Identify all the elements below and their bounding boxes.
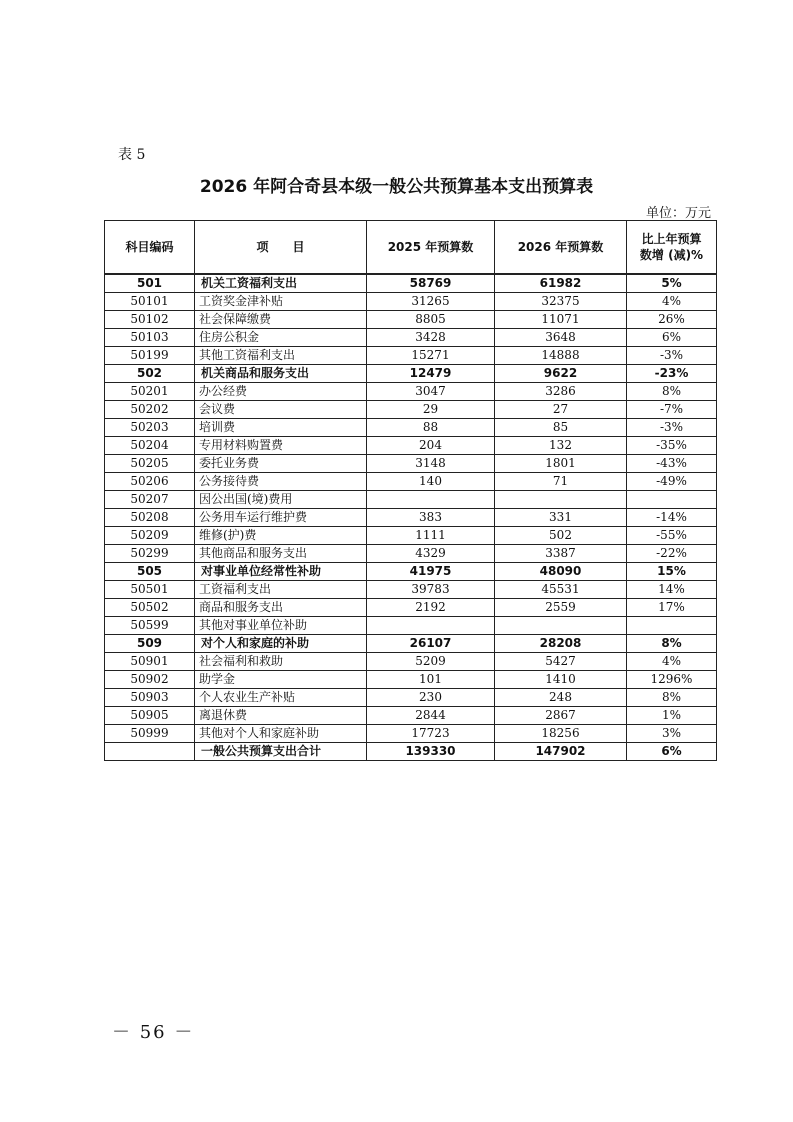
cell-item: 其他对事业单位补助: [195, 617, 367, 635]
cell-code: 50102: [105, 311, 195, 329]
cell-change: 8%: [627, 689, 717, 707]
cell-2025: 2844: [367, 707, 495, 725]
cell-2025: 140: [367, 473, 495, 491]
cell-code: 50903: [105, 689, 195, 707]
cell-code: 50206: [105, 473, 195, 491]
cell-2026: 3387: [495, 545, 627, 563]
table-row: [105, 311, 717, 329]
table-row: [105, 437, 717, 455]
cell-2025: 12479: [367, 365, 495, 383]
cell-2025: 26107: [367, 635, 495, 653]
cell-2026: 11071: [495, 311, 627, 329]
cell-code: 50209: [105, 527, 195, 545]
cell-item: 商品和服务支出: [195, 599, 367, 617]
cell-item: 办公经费: [195, 383, 367, 401]
table-row: [105, 473, 717, 491]
cell-item: 公务用车运行维护费: [195, 509, 367, 527]
cell-code: 50599: [105, 617, 195, 635]
cell-code: 50299: [105, 545, 195, 563]
cell-code: 50101: [105, 293, 195, 311]
cell-2026: 132: [495, 437, 627, 455]
cell-change: -14%: [627, 509, 717, 527]
cell-2025: 1111: [367, 527, 495, 545]
cell-2025: 2192: [367, 599, 495, 617]
cell-item: 离退休费: [195, 707, 367, 725]
table-row: [105, 527, 717, 545]
cell-code: 50901: [105, 653, 195, 671]
table-body: [105, 274, 717, 761]
cell-item: 助学金: [195, 671, 367, 689]
group-row: [105, 563, 717, 581]
cell-2026: 1410: [495, 671, 627, 689]
cell-2026: 502: [495, 527, 627, 545]
header-change: [627, 221, 717, 275]
cell-change: -49%: [627, 473, 717, 491]
cell-2026: 2867: [495, 707, 627, 725]
cell-change: [627, 491, 717, 509]
cell-item: 工资奖金津补贴: [195, 293, 367, 311]
cell-2025: 4329: [367, 545, 495, 563]
table-row: [105, 383, 717, 401]
cell-change: -3%: [627, 347, 717, 365]
cell-2025: 88: [367, 419, 495, 437]
cell-change: 15%: [627, 563, 717, 581]
cell-code: 50207: [105, 491, 195, 509]
group-row: [105, 635, 717, 653]
table-row: [105, 491, 717, 509]
cell-2025: 15271: [367, 347, 495, 365]
cell-change: -35%: [627, 437, 717, 455]
cell-item: 社会福利和救助: [195, 653, 367, 671]
cell-code: 50204: [105, 437, 195, 455]
cell-2025: 230: [367, 689, 495, 707]
cell-change: 3%: [627, 725, 717, 743]
header-code: 科目编码: [105, 221, 195, 275]
cell-2026: 45531: [495, 581, 627, 599]
cell-item: 个人农业生产补贴: [195, 689, 367, 707]
cell-2026: 2559: [495, 599, 627, 617]
table-row: [105, 707, 717, 725]
table-row: [105, 401, 717, 419]
cell-code: 501: [105, 274, 195, 293]
cell-item: 对个人和家庭的补助: [195, 635, 367, 653]
cell-2025: 8805: [367, 311, 495, 329]
cell-item: 委托业务费: [195, 455, 367, 473]
cell-item: 机关工资福利支出: [195, 274, 367, 293]
cell-change: -55%: [627, 527, 717, 545]
cell-change: 17%: [627, 599, 717, 617]
cell-2026: 3286: [495, 383, 627, 401]
cell-2026: 85: [495, 419, 627, 437]
cell-2025: 58769: [367, 274, 495, 293]
unit-label: 单位：万元: [645, 206, 711, 221]
cell-2025: 3047: [367, 383, 495, 401]
table-row: [105, 329, 717, 347]
table-row: [105, 671, 717, 689]
table-row: [105, 509, 717, 527]
cell-item: 一般公共预算支出合计: [195, 743, 367, 761]
cell-2026: 71: [495, 473, 627, 491]
cell-code: 505: [105, 563, 195, 581]
cell-change: 1%: [627, 707, 717, 725]
cell-code: [105, 743, 195, 761]
header-change-line2: 数增 (减)%: [639, 248, 704, 262]
cell-item: 社会保障缴费: [195, 311, 367, 329]
cell-2025: 3148: [367, 455, 495, 473]
cell-code: 50103: [105, 329, 195, 347]
cell-2026: 27: [495, 401, 627, 419]
cell-2026: 1801: [495, 455, 627, 473]
cell-2026: 331: [495, 509, 627, 527]
cell-item: 工资福利支出: [195, 581, 367, 599]
cell-item: 专用材料购置费: [195, 437, 367, 455]
cell-item: 其他对个人和家庭补助: [195, 725, 367, 743]
cell-code: 50208: [105, 509, 195, 527]
cell-item: 培训费: [195, 419, 367, 437]
cell-code: 502: [105, 365, 195, 383]
table-row: [105, 653, 717, 671]
table-row: [105, 455, 717, 473]
cell-item: 其他工资福利支出: [195, 347, 367, 365]
cell-change: -23%: [627, 365, 717, 383]
cell-change: 14%: [627, 581, 717, 599]
table-row: [105, 725, 717, 743]
cell-code: 50999: [105, 725, 195, 743]
cell-2026: 5427: [495, 653, 627, 671]
cell-2025: 101: [367, 671, 495, 689]
cell-item: 住房公积金: [195, 329, 367, 347]
cell-2026: 28208: [495, 635, 627, 653]
cell-change: 26%: [627, 311, 717, 329]
table-row: [105, 599, 717, 617]
cell-2025: 3428: [367, 329, 495, 347]
table-row: [105, 545, 717, 563]
cell-item: 其他商品和服务支出: [195, 545, 367, 563]
cell-item: 对事业单位经常性补助: [195, 563, 367, 581]
cell-item: 机关商品和服务支出: [195, 365, 367, 383]
cell-2025: 383: [367, 509, 495, 527]
cell-2025: 139330: [367, 743, 495, 761]
cell-change: 8%: [627, 635, 717, 653]
cell-code: 50199: [105, 347, 195, 365]
cell-2025: 17723: [367, 725, 495, 743]
cell-change: 4%: [627, 293, 717, 311]
cell-change: 6%: [627, 329, 717, 347]
cell-2026: [495, 491, 627, 509]
cell-change: 8%: [627, 383, 717, 401]
table-row: [105, 347, 717, 365]
cell-item: 因公出国(境)费用: [195, 491, 367, 509]
cell-2026: 48090: [495, 563, 627, 581]
cell-2025: [367, 491, 495, 509]
cell-item: 维修(护)费: [195, 527, 367, 545]
cell-2025: [367, 617, 495, 635]
cell-item: 会议费: [195, 401, 367, 419]
cell-2026: 3648: [495, 329, 627, 347]
total-row: [105, 743, 717, 761]
cell-change: -3%: [627, 419, 717, 437]
group-row: [105, 365, 717, 383]
cell-change: -22%: [627, 545, 717, 563]
budget-table: [104, 220, 717, 761]
cell-code: 50205: [105, 455, 195, 473]
cell-change: -7%: [627, 401, 717, 419]
cell-change: [627, 617, 717, 635]
cell-code: 50905: [105, 707, 195, 725]
cell-code: 50902: [105, 671, 195, 689]
cell-code: 50201: [105, 383, 195, 401]
cell-code: 50202: [105, 401, 195, 419]
cell-change: 6%: [627, 743, 717, 761]
cell-2025: 204: [367, 437, 495, 455]
cell-2026: 147902: [495, 743, 627, 761]
cell-code: 50203: [105, 419, 195, 437]
page-title: 2026 年阿合奇县本级一般公共预算基本支出预算表: [199, 177, 594, 197]
group-row: [105, 274, 717, 293]
header-2026: 2026 年预算数: [495, 221, 627, 275]
table-row: [105, 419, 717, 437]
cell-2025: 41975: [367, 563, 495, 581]
table-row: [105, 617, 717, 635]
cell-2026: [495, 617, 627, 635]
cell-2025: 31265: [367, 293, 495, 311]
cell-2025: 29: [367, 401, 495, 419]
table-row: [105, 689, 717, 707]
table-row: [105, 293, 717, 311]
table-label: 表 5: [118, 147, 146, 163]
cell-2025: 39783: [367, 581, 495, 599]
header-2025: 2025 年预算数: [367, 221, 495, 275]
cell-item: 公务接待费: [195, 473, 367, 491]
cell-code: 50501: [105, 581, 195, 599]
cell-code: 509: [105, 635, 195, 653]
cell-2026: 9622: [495, 365, 627, 383]
cell-2025: 5209: [367, 653, 495, 671]
cell-2026: 61982: [495, 274, 627, 293]
cell-2026: 18256: [495, 725, 627, 743]
cell-change: 5%: [627, 274, 717, 293]
header-item: 项 目: [195, 221, 367, 275]
cell-change: 4%: [627, 653, 717, 671]
cell-change: -43%: [627, 455, 717, 473]
table-header: [105, 221, 717, 275]
cell-change: 1296%: [627, 671, 717, 689]
cell-2026: 248: [495, 689, 627, 707]
header-change-line1: 比上年预算: [641, 232, 702, 246]
cell-2026: 14888: [495, 347, 627, 365]
table-row: [105, 581, 717, 599]
cell-2026: 32375: [495, 293, 627, 311]
cell-code: 50502: [105, 599, 195, 617]
page-number: － 56 －: [112, 1022, 195, 1043]
